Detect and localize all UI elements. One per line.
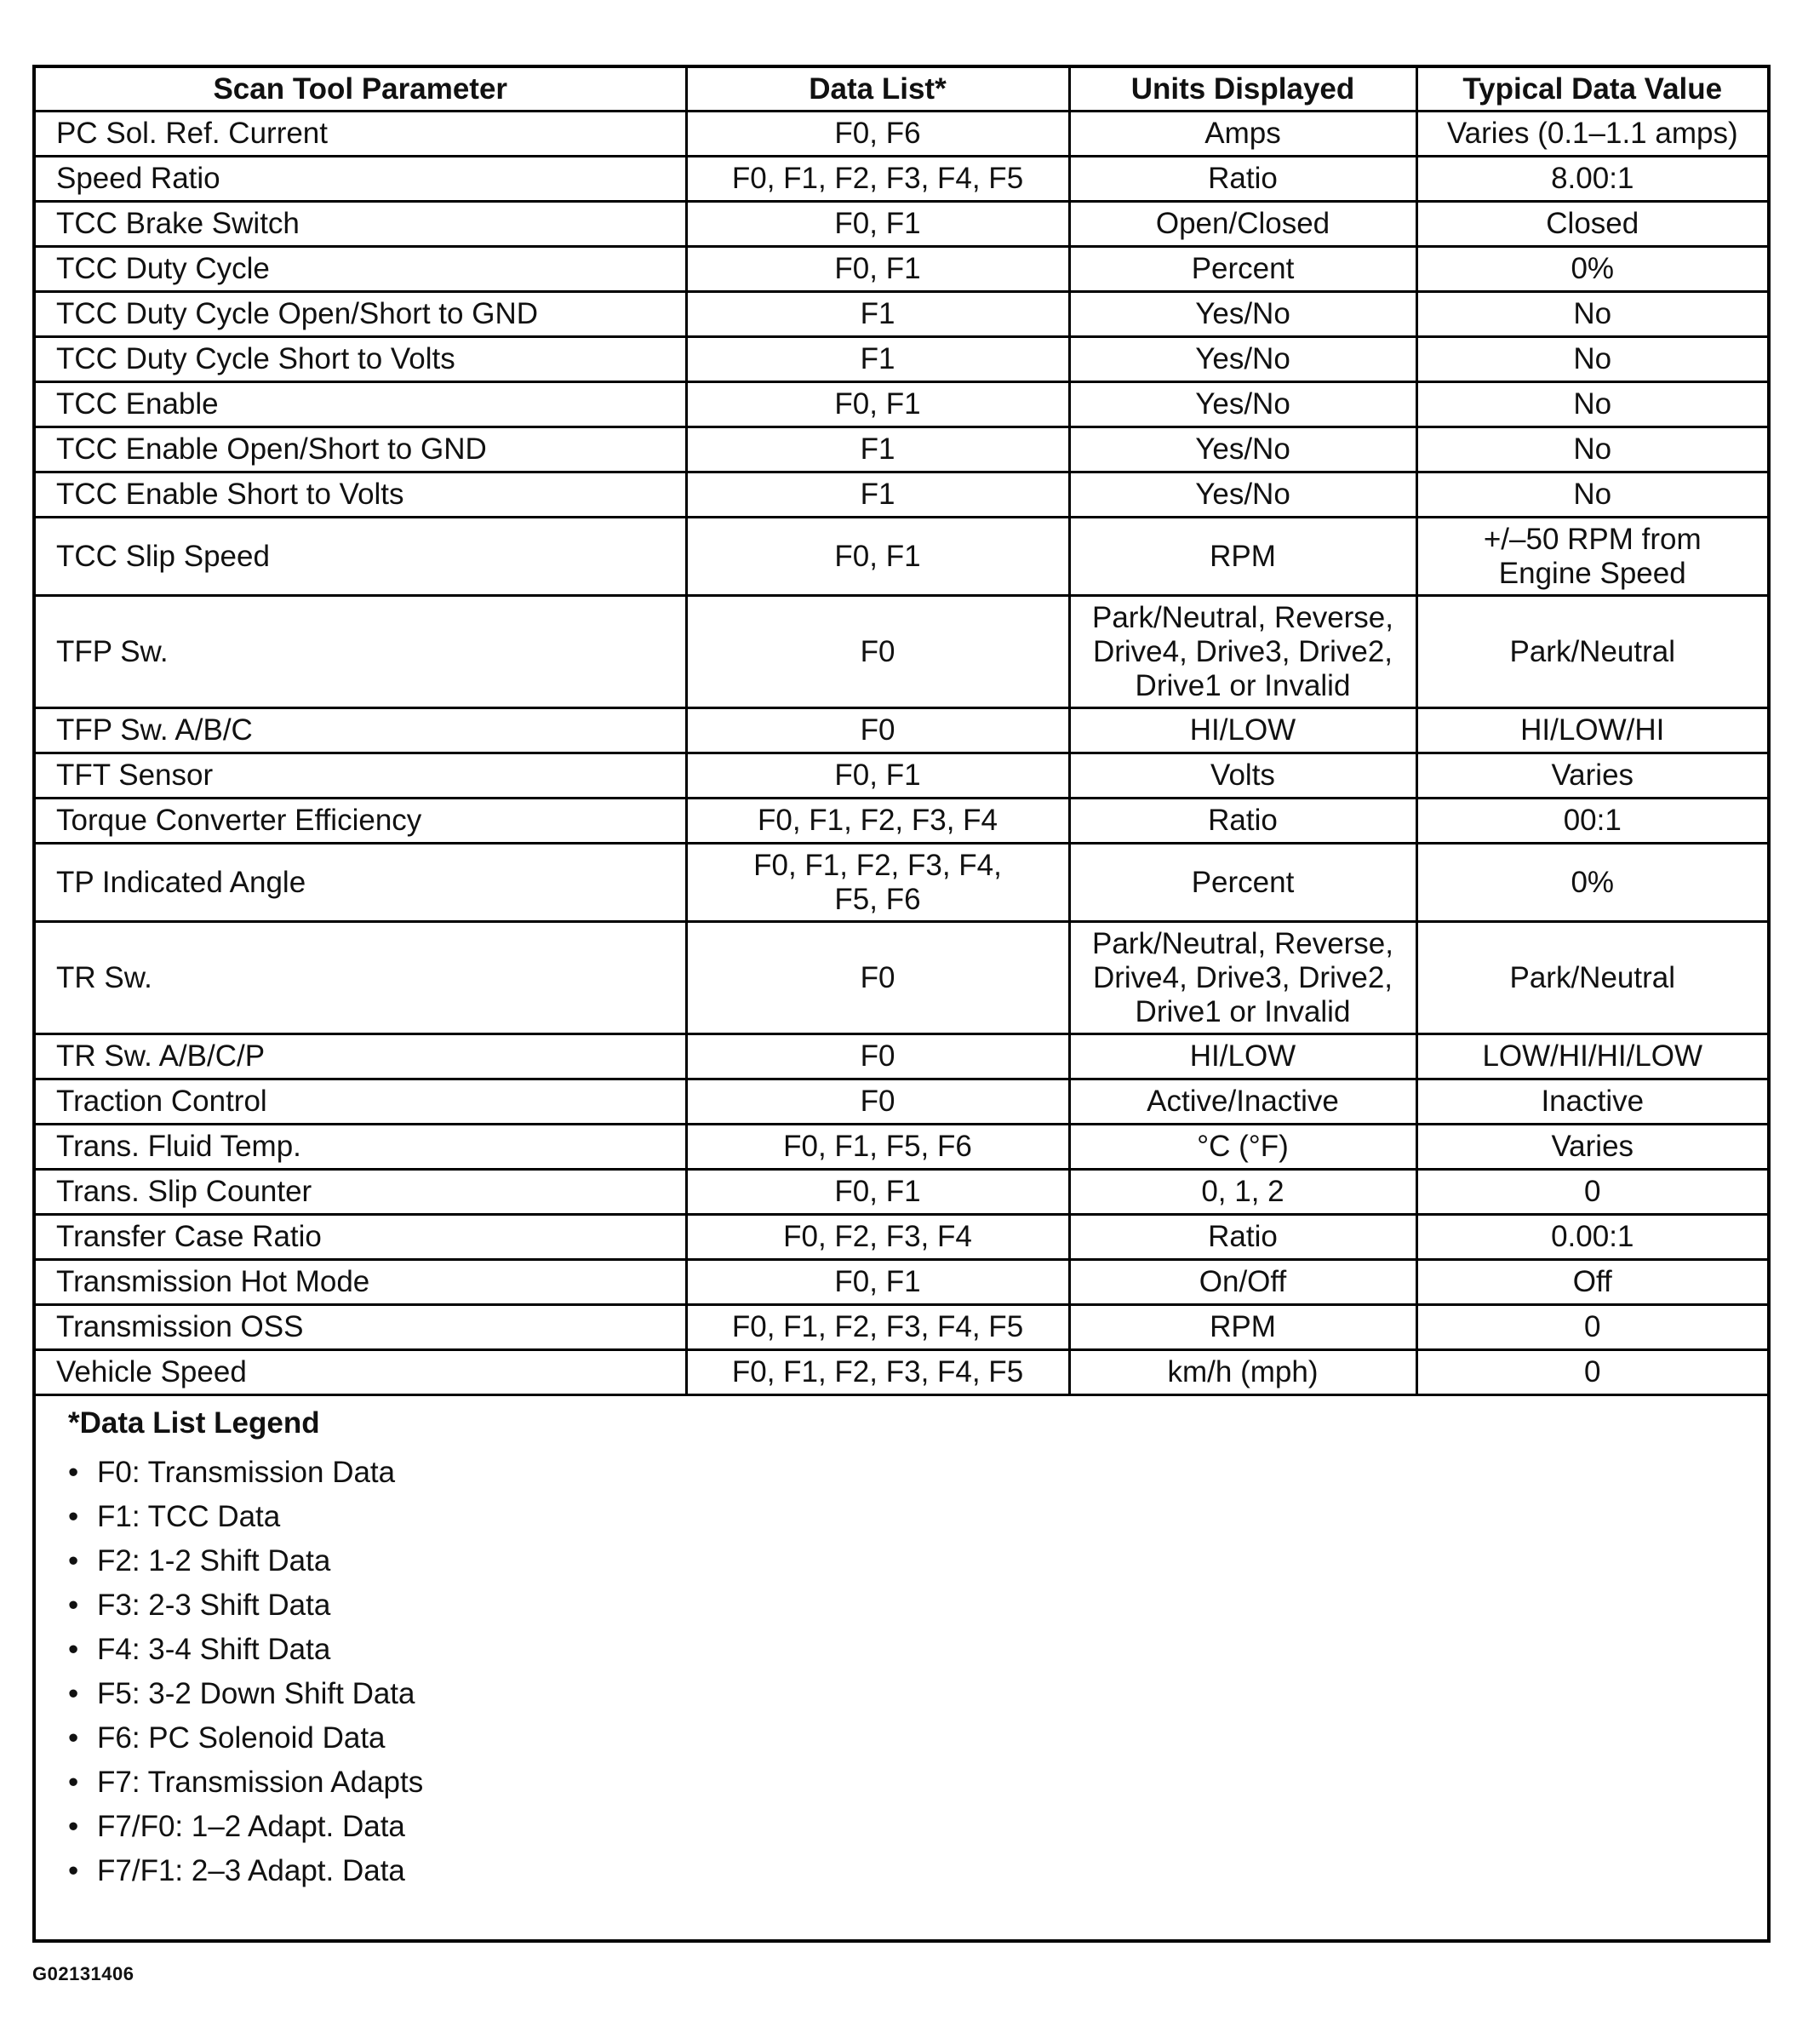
cell-data-list: F0, F1, F2, F3, F4	[686, 799, 1069, 844]
figure-code: G02131406	[32, 1963, 134, 1984]
table-row	[36, 753, 1767, 799]
cell-typical-value: Park/Neutral	[1416, 596, 1767, 708]
cell-units: Ratio	[1069, 157, 1416, 202]
cell-units: Ratio	[1069, 1215, 1416, 1260]
cell-typical-value: Varies	[1416, 1125, 1767, 1170]
legend-item	[68, 1628, 1767, 1672]
cell-typical-value: 00:1	[1416, 799, 1767, 844]
cell-units: Open/Closed	[1069, 202, 1416, 247]
cell-data-list: F0, F1	[686, 1170, 1069, 1215]
legend-item-label: F0: Transmission Data	[97, 1456, 396, 1489]
cell-data-list: F0, F1, F2, F3, F4, F5	[686, 157, 1069, 202]
cell-parameter: TCC Brake Switch	[36, 202, 686, 247]
cell-data-list: F0	[686, 1079, 1069, 1125]
legend-list	[68, 1451, 1767, 1893]
cell-parameter: TCC Slip Speed	[36, 518, 686, 596]
table-row	[36, 202, 1767, 247]
cell-parameter: Torque Converter Efficiency	[36, 799, 686, 844]
legend-item	[68, 1495, 1767, 1539]
cell-data-list: F0, F1, F2, F3, F4, F5	[686, 1350, 1069, 1395]
cell-data-list: F0, F1, F2, F3, F4, F5	[686, 1305, 1069, 1350]
cell-units: Amps	[1069, 112, 1416, 157]
legend-item	[68, 1716, 1767, 1761]
cell-data-list: F0, F1, F2, F3, F4, F5, F6	[686, 844, 1069, 922]
cell-data-list: F0, F1	[686, 202, 1069, 247]
legend-item-label: F7/F0: 1–2 Adapt. Data	[97, 1810, 405, 1843]
legend-item-label: F7/F1: 2–3 Adapt. Data	[97, 1854, 405, 1887]
cell-typical-value: 8.00:1	[1416, 157, 1767, 202]
cell-units: 0, 1, 2	[1069, 1170, 1416, 1215]
cell-units: °C (°F)	[1069, 1125, 1416, 1170]
cell-units: Volts	[1069, 753, 1416, 799]
table-row	[36, 337, 1767, 382]
cell-typical-value: No	[1416, 382, 1767, 427]
legend-item-label: F5: 3-2 Down Shift Data	[97, 1677, 415, 1710]
cell-parameter: Transmission Hot Mode	[36, 1260, 686, 1305]
legend-item	[68, 1539, 1767, 1583]
cell-data-list: F1	[686, 427, 1069, 472]
cell-parameter: TFP Sw.	[36, 596, 686, 708]
cell-units: Yes/No	[1069, 292, 1416, 337]
cell-typical-value: +/–50 RPM from Engine Speed	[1416, 518, 1767, 596]
cell-data-list: F1	[686, 472, 1069, 518]
table-frame	[32, 65, 1771, 1943]
legend-item-label: F2: 1-2 Shift Data	[97, 1544, 331, 1577]
legend-item-label: F6: PC Solenoid Data	[97, 1721, 386, 1755]
cell-units: HI/LOW	[1069, 708, 1416, 753]
cell-typical-value: No	[1416, 472, 1767, 518]
cell-parameter: TCC Duty Cycle Short to Volts	[36, 337, 686, 382]
cell-data-list: F0, F1	[686, 753, 1069, 799]
table-row	[36, 247, 1767, 292]
data-list-legend	[36, 1396, 1767, 1893]
scan-tool-data-table	[36, 68, 1767, 1396]
header-units-displayed: Units Displayed	[1069, 68, 1416, 112]
legend-item	[68, 1849, 1767, 1893]
table-row	[36, 1305, 1767, 1350]
table-row	[36, 799, 1767, 844]
table-row	[36, 1034, 1767, 1079]
cell-typical-value: 0	[1416, 1350, 1767, 1395]
legend-item-label: F3: 2-3 Shift Data	[97, 1589, 331, 1622]
cell-units: RPM	[1069, 1305, 1416, 1350]
table-row	[36, 1260, 1767, 1305]
cell-parameter: Transmission OSS	[36, 1305, 686, 1350]
cell-data-list: F0	[686, 1034, 1069, 1079]
cell-parameter: TFP Sw. A/B/C	[36, 708, 686, 753]
cell-units: Yes/No	[1069, 382, 1416, 427]
table-row	[36, 1215, 1767, 1260]
cell-units: Percent	[1069, 247, 1416, 292]
cell-typical-value: 0	[1416, 1305, 1767, 1350]
cell-parameter: Traction Control	[36, 1079, 686, 1125]
cell-units: Percent	[1069, 844, 1416, 922]
header-row	[36, 68, 1767, 112]
cell-data-list: F0, F1	[686, 1260, 1069, 1305]
cell-parameter: Transfer Case Ratio	[36, 1215, 686, 1260]
table-body	[36, 112, 1767, 1395]
cell-parameter: TR Sw. A/B/C/P	[36, 1034, 686, 1079]
legend-item-label: F4: 3-4 Shift Data	[97, 1633, 331, 1666]
cell-typical-value: Varies (0.1–1.1 amps)	[1416, 112, 1767, 157]
cell-units: RPM	[1069, 518, 1416, 596]
cell-parameter: TP Indicated Angle	[36, 844, 686, 922]
table-row	[36, 427, 1767, 472]
cell-parameter: Trans. Fluid Temp.	[36, 1125, 686, 1170]
table-row	[36, 922, 1767, 1034]
cell-typical-value: Closed	[1416, 202, 1767, 247]
table-row	[36, 157, 1767, 202]
legend-item	[68, 1805, 1767, 1849]
cell-parameter: TCC Enable Short to Volts	[36, 472, 686, 518]
legend-title: *Data List Legend	[68, 1406, 320, 1440]
table-row	[36, 708, 1767, 753]
cell-parameter: TR Sw.	[36, 922, 686, 1034]
cell-data-list: F1	[686, 292, 1069, 337]
cell-data-list: F0, F2, F3, F4	[686, 1215, 1069, 1260]
header-typical-data-value: Typical Data Value	[1416, 68, 1767, 112]
cell-parameter: TCC Enable	[36, 382, 686, 427]
cell-parameter: Vehicle Speed	[36, 1350, 686, 1395]
cell-typical-value: No	[1416, 292, 1767, 337]
cell-typical-value: Off	[1416, 1260, 1767, 1305]
legend-item	[68, 1672, 1767, 1716]
legend-item	[68, 1583, 1767, 1628]
cell-typical-value: No	[1416, 337, 1767, 382]
cell-typical-value: LOW/HI/HI/LOW	[1416, 1034, 1767, 1079]
cell-parameter: Speed Ratio	[36, 157, 686, 202]
cell-units: On/Off	[1069, 1260, 1416, 1305]
table-row	[36, 1350, 1767, 1395]
cell-typical-value: Inactive	[1416, 1079, 1767, 1125]
cell-units: Active/Inactive	[1069, 1079, 1416, 1125]
header-data-list: Data List*	[686, 68, 1069, 112]
table-row	[36, 596, 1767, 708]
cell-parameter: Trans. Slip Counter	[36, 1170, 686, 1215]
table-row	[36, 292, 1767, 337]
cell-data-list: F0, F1	[686, 247, 1069, 292]
cell-units: Yes/No	[1069, 427, 1416, 472]
cell-data-list: F0, F1	[686, 518, 1069, 596]
table-row	[36, 112, 1767, 157]
cell-parameter: TCC Enable Open/Short to GND	[36, 427, 686, 472]
cell-data-list: F0	[686, 922, 1069, 1034]
cell-data-list: F0, F1	[686, 382, 1069, 427]
table-row	[36, 518, 1767, 596]
cell-units: HI/LOW	[1069, 1034, 1416, 1079]
table-row	[36, 1125, 1767, 1170]
cell-units: Yes/No	[1069, 337, 1416, 382]
cell-units: Yes/No	[1069, 472, 1416, 518]
legend-item-label: F7: Transmission Adapts	[97, 1766, 424, 1799]
cell-parameter: TCC Duty Cycle	[36, 247, 686, 292]
cell-data-list: F0	[686, 596, 1069, 708]
table-row	[36, 1170, 1767, 1215]
cell-typical-value: 0	[1416, 1170, 1767, 1215]
cell-data-list: F0, F1, F5, F6	[686, 1125, 1069, 1170]
cell-typical-value: 0%	[1416, 247, 1767, 292]
legend-item	[68, 1761, 1767, 1805]
cell-typical-value: No	[1416, 427, 1767, 472]
table-row	[36, 1079, 1767, 1125]
cell-typical-value: HI/LOW/HI	[1416, 708, 1767, 753]
cell-units: km/h (mph)	[1069, 1350, 1416, 1395]
cell-typical-value: Park/Neutral	[1416, 922, 1767, 1034]
cell-parameter: PC Sol. Ref. Current	[36, 112, 686, 157]
cell-data-list: F1	[686, 337, 1069, 382]
cell-parameter: TCC Duty Cycle Open/Short to GND	[36, 292, 686, 337]
cell-parameter: TFT Sensor	[36, 753, 686, 799]
cell-units: Ratio	[1069, 799, 1416, 844]
table-row	[36, 844, 1767, 922]
header-scan-tool-parameter: Scan Tool Parameter	[36, 68, 686, 112]
table-row	[36, 472, 1767, 518]
cell-typical-value: 0.00:1	[1416, 1215, 1767, 1260]
cell-data-list: F0, F6	[686, 112, 1069, 157]
cell-typical-value: 0%	[1416, 844, 1767, 922]
cell-units: Park/Neutral, Reverse, Drive4, Drive3, Drive2, Drive1 or Invalid	[1069, 922, 1416, 1034]
cell-units: Park/Neutral, Reverse, Drive4, Drive3, Drive2, Drive1 or Invalid	[1069, 596, 1416, 708]
legend-item-label: F1: TCC Data	[97, 1500, 281, 1533]
legend-item	[68, 1451, 1767, 1495]
cell-data-list: F0	[686, 708, 1069, 753]
table-row	[36, 382, 1767, 427]
cell-typical-value: Varies	[1416, 753, 1767, 799]
